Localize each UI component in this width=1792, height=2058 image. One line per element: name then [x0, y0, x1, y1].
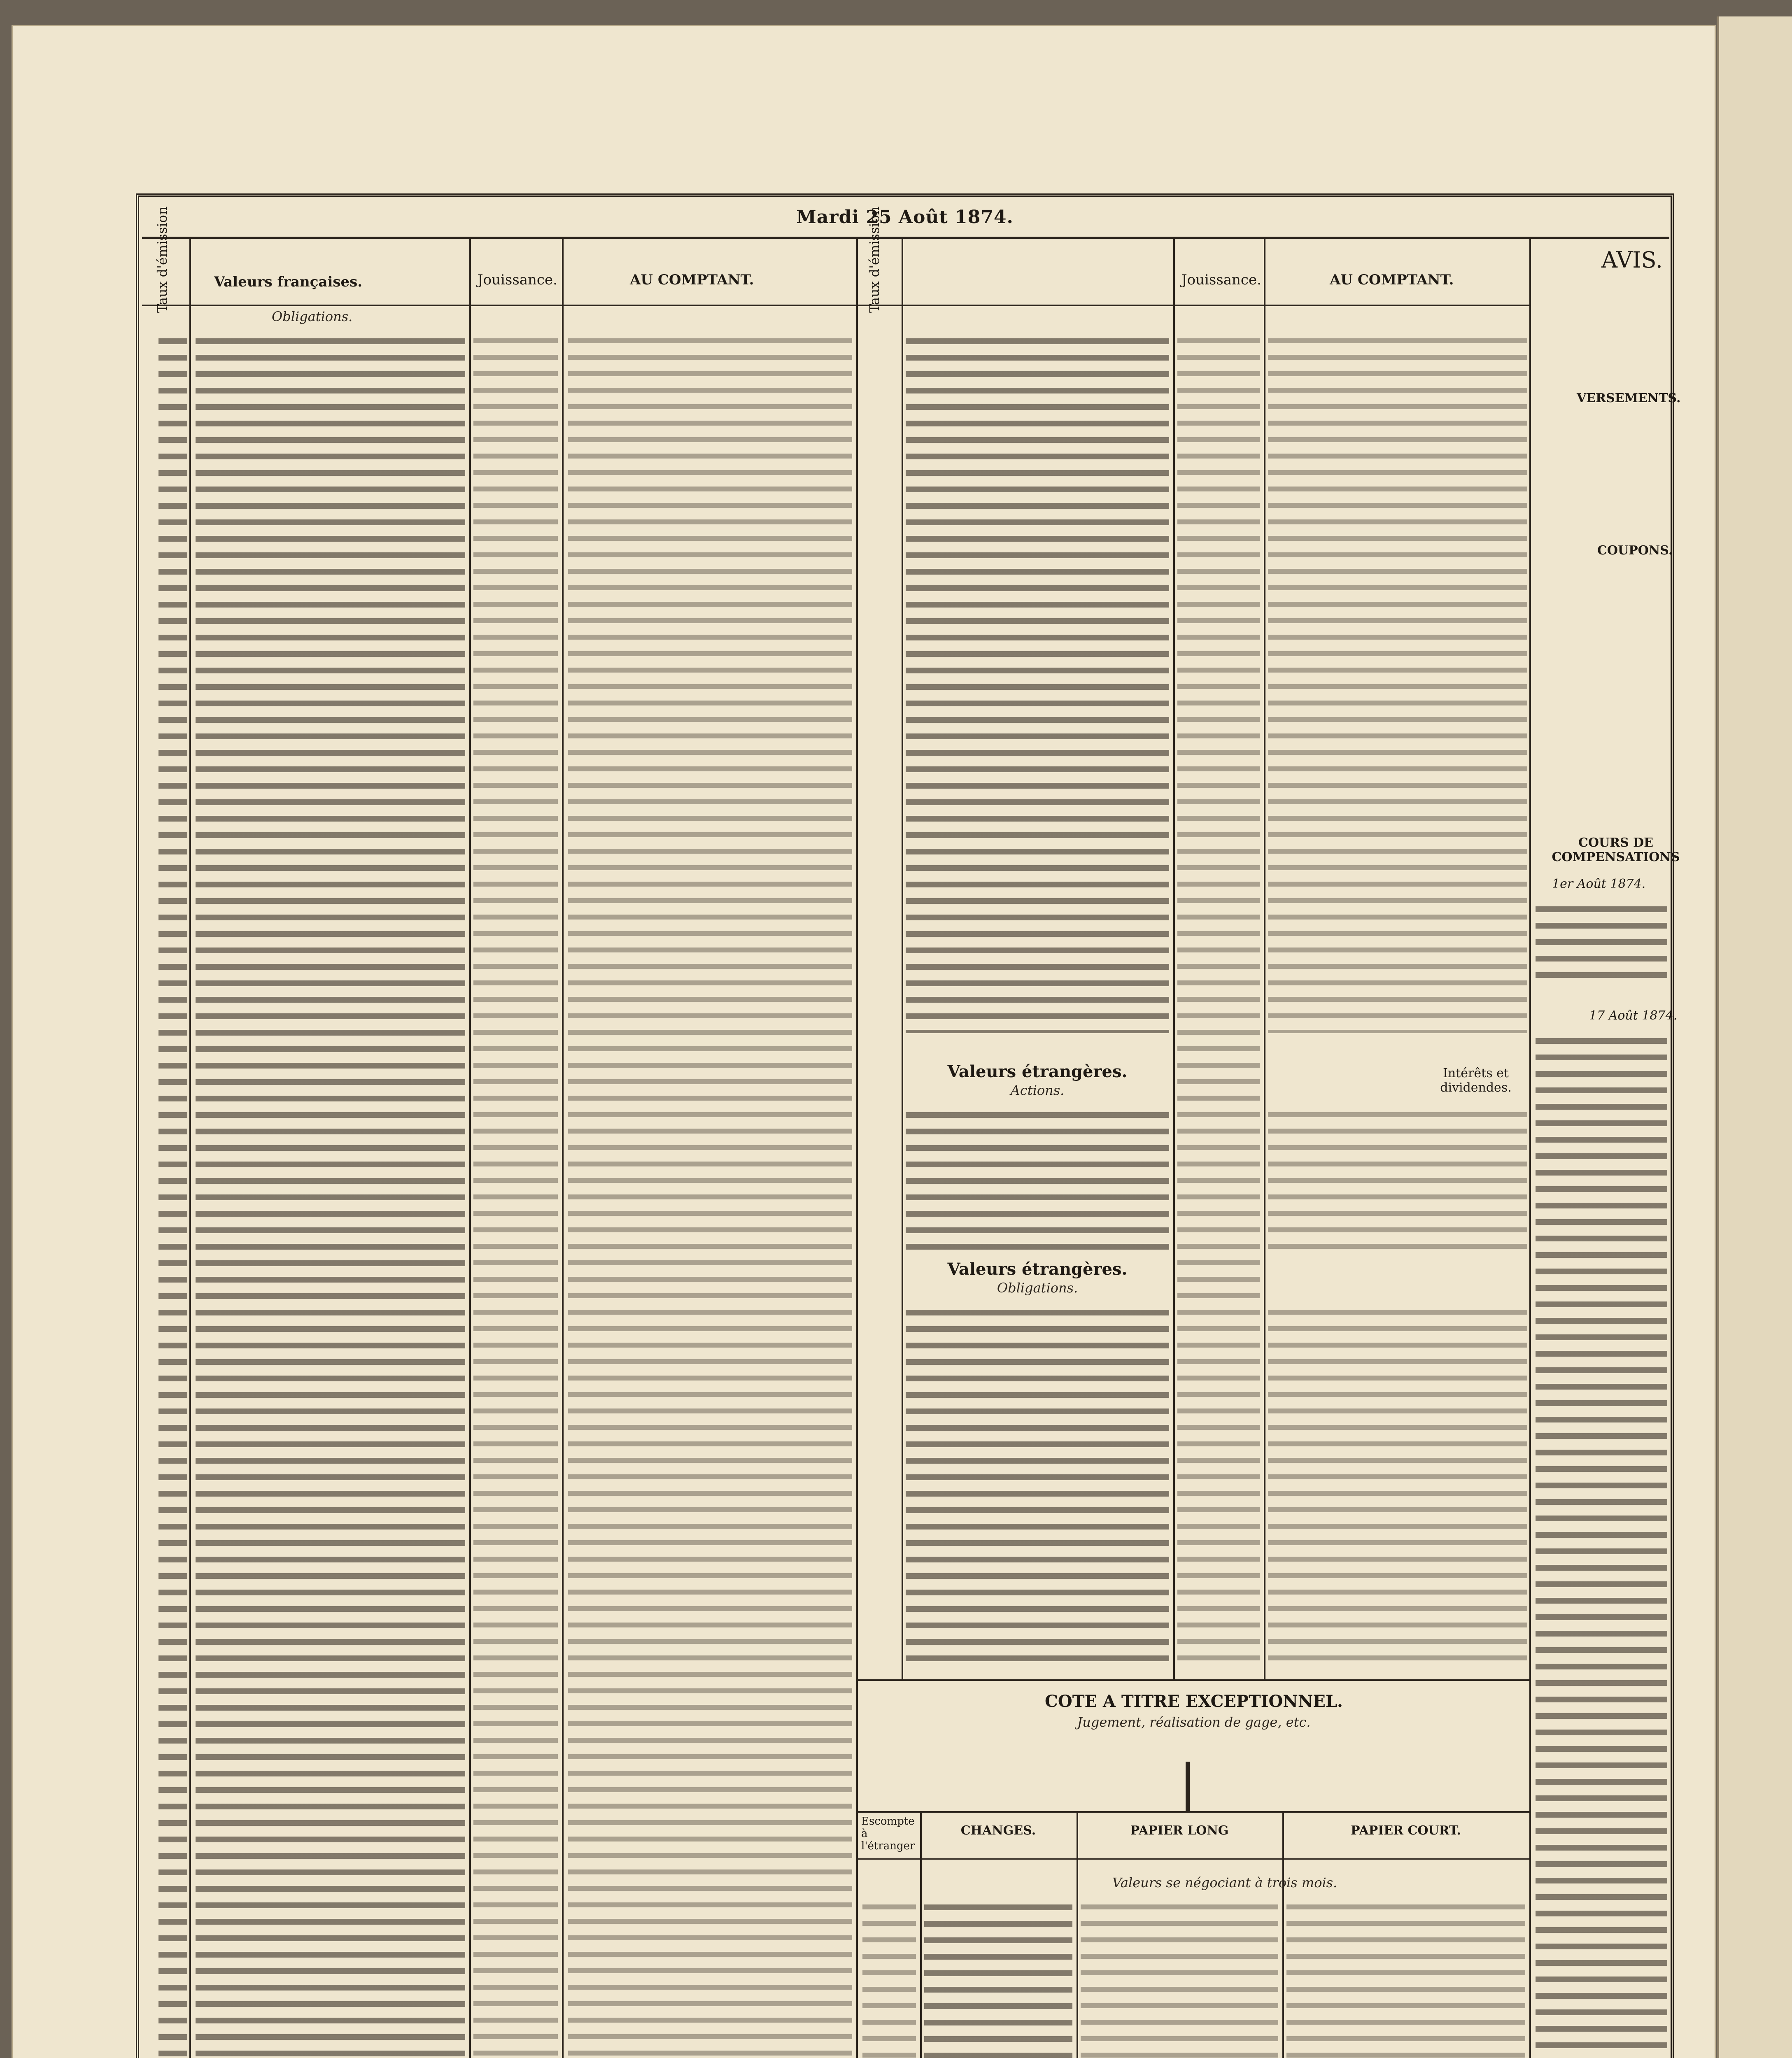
col-jouissance-middle: Jouissance. [1181, 272, 1261, 288]
avis-coupons: COUPONS. [1597, 543, 1673, 558]
papier-long-values [1081, 1900, 1278, 2058]
cote-empty-marker [1186, 1762, 1190, 1811]
col-papier-long: PAPIER LONG [1130, 1823, 1229, 1838]
divider-taux [189, 239, 191, 2058]
col-changes: CHANGES. [960, 1823, 1036, 1838]
valeurs-francaises-list [196, 333, 465, 2058]
col-taux-middle: Taux d'émission [867, 206, 882, 313]
col-jouissance-left: Jouissance. [478, 272, 557, 288]
obligations-etrangeres-list [906, 1305, 1169, 1667]
divider-mid-jouissance [1173, 239, 1175, 1679]
cote-rule-top [858, 1679, 1529, 1681]
divider-mid-taux [902, 239, 903, 1679]
taux-column-body [158, 333, 187, 2058]
col-comptant-left: AU COMPTANT. [630, 272, 754, 288]
page-date-header: Mardi 25 Août 1874. [796, 207, 1014, 228]
escompte-values [862, 1900, 916, 2058]
comptant-middle-body [1268, 333, 1527, 1033]
adjacent-page-edge [1717, 16, 1792, 2058]
subheading-obligations: Obligations. [272, 309, 353, 324]
avis-date-2: 17 Août 1874. [1589, 1008, 1678, 1023]
section-valeurs-etrangeres-obligations: Valeurs étrangères. [947, 1259, 1128, 1279]
changes-head-rule [858, 1858, 1529, 1860]
sub-trois-mois: Valeurs se négociant à trois mois. [1112, 1875, 1338, 1890]
divider-jouissance [469, 239, 471, 2058]
divider-avis [1529, 239, 1531, 2058]
col-valeurs-francaises: Valeurs françaises. [214, 274, 363, 290]
divider-comptant [562, 239, 564, 2058]
divider-mid-comptant [1264, 239, 1265, 1679]
actions-etrangeres-list [906, 1107, 1169, 1251]
col-comptant-middle: AU COMPTANT. [1330, 272, 1454, 288]
header-rule [142, 237, 1669, 239]
compensations-rentes [1536, 901, 1667, 984]
avis-title: AVIS. [1601, 247, 1663, 273]
fonds-etrangers-list [906, 333, 1169, 1033]
sub-obligations-etrangeres: Obligations. [997, 1280, 1078, 1296]
changes-places-list [924, 1900, 1072, 2058]
avis-versements: VERSEMENTS. [1577, 391, 1681, 405]
changes-rule-top [858, 1811, 1529, 1813]
col-escompte-etranger: Escompte à l'étranger [861, 1815, 915, 1852]
col-interets-dividendes: Intérêts et dividendes. [1440, 1066, 1512, 1095]
actions-comptant-body [1268, 1107, 1527, 1251]
cote-exceptionnel-title: COTE A TITRE EXCEPTIONNEL. [1045, 1692, 1343, 1711]
divider-middle [856, 239, 858, 2058]
papier-court-values [1286, 1900, 1525, 2058]
section-valeurs-etrangeres-actions: Valeurs étrangères. [947, 1062, 1128, 1081]
jouissance-middle-body [1177, 333, 1260, 1671]
changes-divider-1 [920, 1811, 922, 2058]
jouissance-left-body [473, 333, 558, 2058]
avis-date-1: 1er Août 1874. [1552, 877, 1646, 891]
obligations-comptant-body [1268, 1305, 1527, 1667]
changes-divider-3 [1282, 1811, 1284, 2058]
comptant-left-body [568, 333, 852, 2058]
changes-divider-2 [1077, 1811, 1078, 2058]
avis-cours-compensations: COURS DE COMPENSATIONS [1552, 836, 1680, 864]
cote-exceptionnel-subtitle: Jugement, réalisation de gage, etc. [1077, 1714, 1311, 1730]
column-head-rule [142, 305, 1529, 306]
sub-actions: Actions. [1010, 1083, 1065, 1098]
col-papier-court: PAPIER COURT. [1351, 1823, 1461, 1838]
col-taux-left: Taux d'émission [154, 206, 170, 313]
compensations-valeurs [1536, 1033, 1667, 2058]
